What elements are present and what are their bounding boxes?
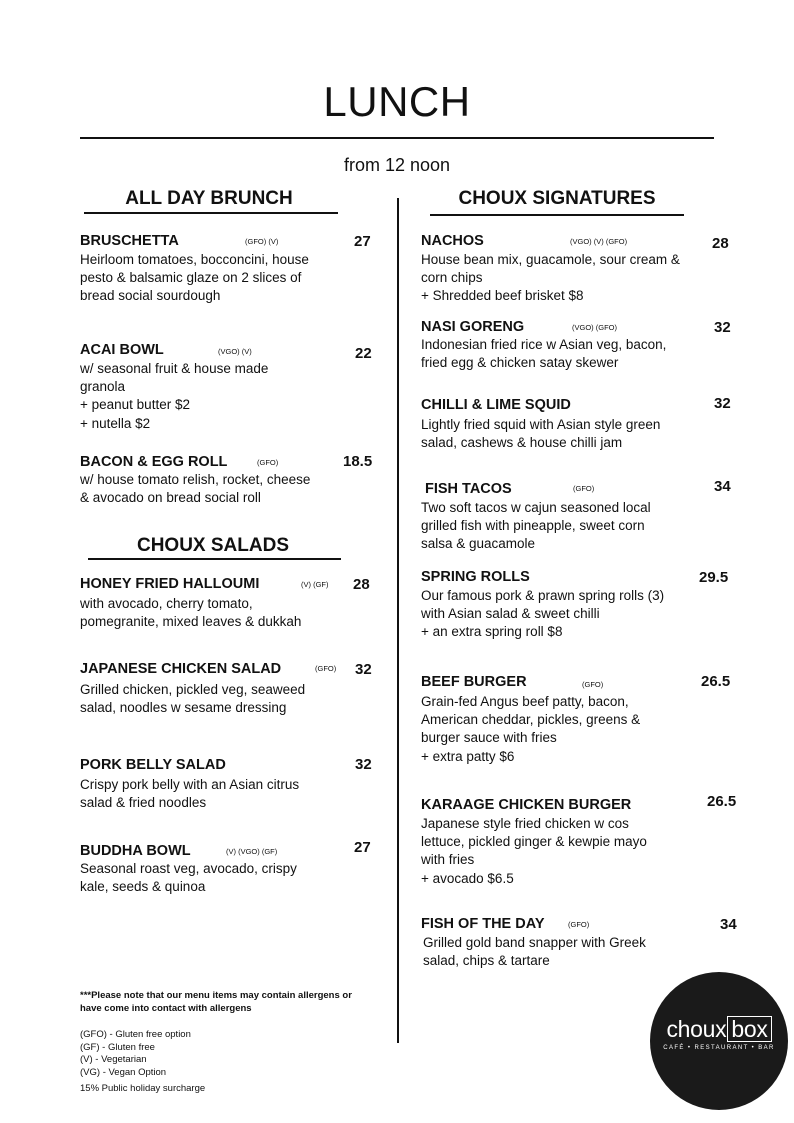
item-description: Lightly fried squid with Asian style green salad, cashews & house chilli jam <box>421 417 661 451</box>
item-price: 32 <box>355 661 372 678</box>
item-price: 32 <box>714 319 731 336</box>
item-price: 32 <box>714 395 731 412</box>
allergen-note: ***Please note that our menu items may contain allergens or have come into contact with allergens <box>80 990 352 1014</box>
item-price: 27 <box>354 839 371 856</box>
item-dietary-tags: (V) (VGO) (GF) <box>226 847 278 856</box>
item-dietary-tags: (VGO) (V) <box>218 347 252 356</box>
title-divider <box>80 137 714 139</box>
logo-tagline: CAFÉ • RESTAURANT • BAR <box>663 1045 775 1051</box>
item-dietary-tags: (GFO) (V) <box>245 237 279 246</box>
item-description: Seasonal roast veg, avocado, crispy kale, seeds & quinoa <box>80 861 297 895</box>
item-price: 34 <box>720 916 737 933</box>
menu-title: LUNCH <box>323 78 471 125</box>
chouxbox-logo <box>650 972 788 1110</box>
logo-wordmark: choux box <box>650 1016 788 1043</box>
surcharge-note: 15% Public holiday surcharge <box>80 1083 206 1094</box>
item-description: w/ seasonal fruit & house made granola + peanut butter $2 + nutella $2 <box>80 361 269 431</box>
item-description: Grilled chicken, pickled veg, seaweed salad, noodles w sesame dressing <box>80 682 306 716</box>
item-name: FISH TACOS <box>425 481 512 497</box>
item-dietary-tags: (GFO) <box>582 680 604 689</box>
item-name: BACON & EGG ROLL <box>80 454 228 470</box>
item-price: 22 <box>355 345 372 362</box>
item-description: House bean mix, guacamole, sour cream & corn chips + Shredded beef brisket $8 <box>421 252 680 304</box>
item-price: 18.5 <box>343 453 373 470</box>
menu-subtitle: from 12 noon <box>343 155 451 175</box>
item-dietary-tags: (GFO) <box>568 920 590 929</box>
item-name: CHILLI & LIME SQUID <box>421 397 571 413</box>
column-divider <box>397 198 399 1043</box>
section-rule <box>84 212 338 214</box>
item-name: FISH OF THE DAY <box>421 916 545 932</box>
item-description: Japanese style fried chicken w cos lettuce, pickled ginger & kewpie mayo with fries + avocado $6.5 <box>421 816 647 886</box>
item-dietary-tags: (GFO) <box>573 484 595 493</box>
item-dietary-tags: (VGO) (V) (GFO) <box>570 237 628 246</box>
item-dietary-tags: (GFO) <box>257 458 279 467</box>
item-dietary-tags: (V) (GF) <box>301 580 329 589</box>
item-name: NASI GORENG <box>421 319 525 335</box>
item-name: NACHOS <box>421 233 484 249</box>
item-price: 29.5 <box>699 569 729 586</box>
section-heading-all-day-brunch: ALL DAY BRUNCH <box>125 188 293 209</box>
item-name: HONEY FRIED HALLOUMI <box>80 576 260 592</box>
dietary-legend: (GFO) - Gluten free option (GF) - Gluten free (V) - Vegetarian (VG) - Vegan Option <box>80 1029 191 1078</box>
item-name: BEEF BURGER <box>421 674 527 690</box>
section-heading-choux-salads: CHOUX SALADS <box>136 535 289 556</box>
item-description: Grain-fed Angus beef patty, bacon, American cheddar, pickles, greens & burger sauce with fries + extra patty $6 <box>421 694 641 764</box>
item-price: 27 <box>354 233 371 250</box>
item-price: 32 <box>355 756 372 773</box>
item-name: PORK BELLY SALAD <box>80 757 226 773</box>
item-price: 28 <box>712 235 729 252</box>
item-price: 34 <box>714 478 731 495</box>
item-dietary-tags: (GFO) <box>315 664 337 673</box>
item-description: Grilled gold band snapper with Greek salad, chips & tartare <box>423 935 646 969</box>
item-name: JAPANESE CHICKEN SALAD <box>80 661 282 677</box>
item-description: Heirloom tomatoes, bocconcini, house pesto & balsamic glaze on 2 slices of bread social sourdough <box>80 252 309 304</box>
item-dietary-tags: (VGO) (GFO) <box>572 323 617 332</box>
item-description: Crispy pork belly with an Asian citrus salad & fried noodles <box>80 777 300 811</box>
item-description: Our famous pork & prawn spring rolls (3) with Asian salad & sweet chilli + an extra spring roll $8 <box>421 588 665 640</box>
item-name: BRUSCHETTA <box>80 233 179 249</box>
item-name: KARAAGE CHICKEN BURGER <box>421 797 632 813</box>
item-price: 26.5 <box>707 793 737 810</box>
item-name: SPRING ROLLS <box>421 569 530 585</box>
item-description: Two soft tacos w cajun seasoned local grilled fish with pineapple, sweet corn salsa & guacamole <box>421 500 651 552</box>
section-rule <box>88 558 341 560</box>
item-name: ACAI BOWL <box>80 342 164 358</box>
item-description: Indonesian fried rice w Asian veg, bacon, fried egg & chicken satay skewer <box>421 337 667 371</box>
section-heading-choux-signatures: CHOUX SIGNATURES <box>458 188 656 209</box>
item-name: BUDDHA BOWL <box>80 843 191 859</box>
item-description: w/ house tomato relish, rocket, cheese & avocado on bread social roll <box>80 472 311 506</box>
item-price: 28 <box>353 576 370 593</box>
section-rule <box>430 214 684 216</box>
item-price: 26.5 <box>701 673 731 690</box>
item-description: with avocado, cherry tomato, pomegranite, mixed leaves & dukkah <box>80 596 302 630</box>
